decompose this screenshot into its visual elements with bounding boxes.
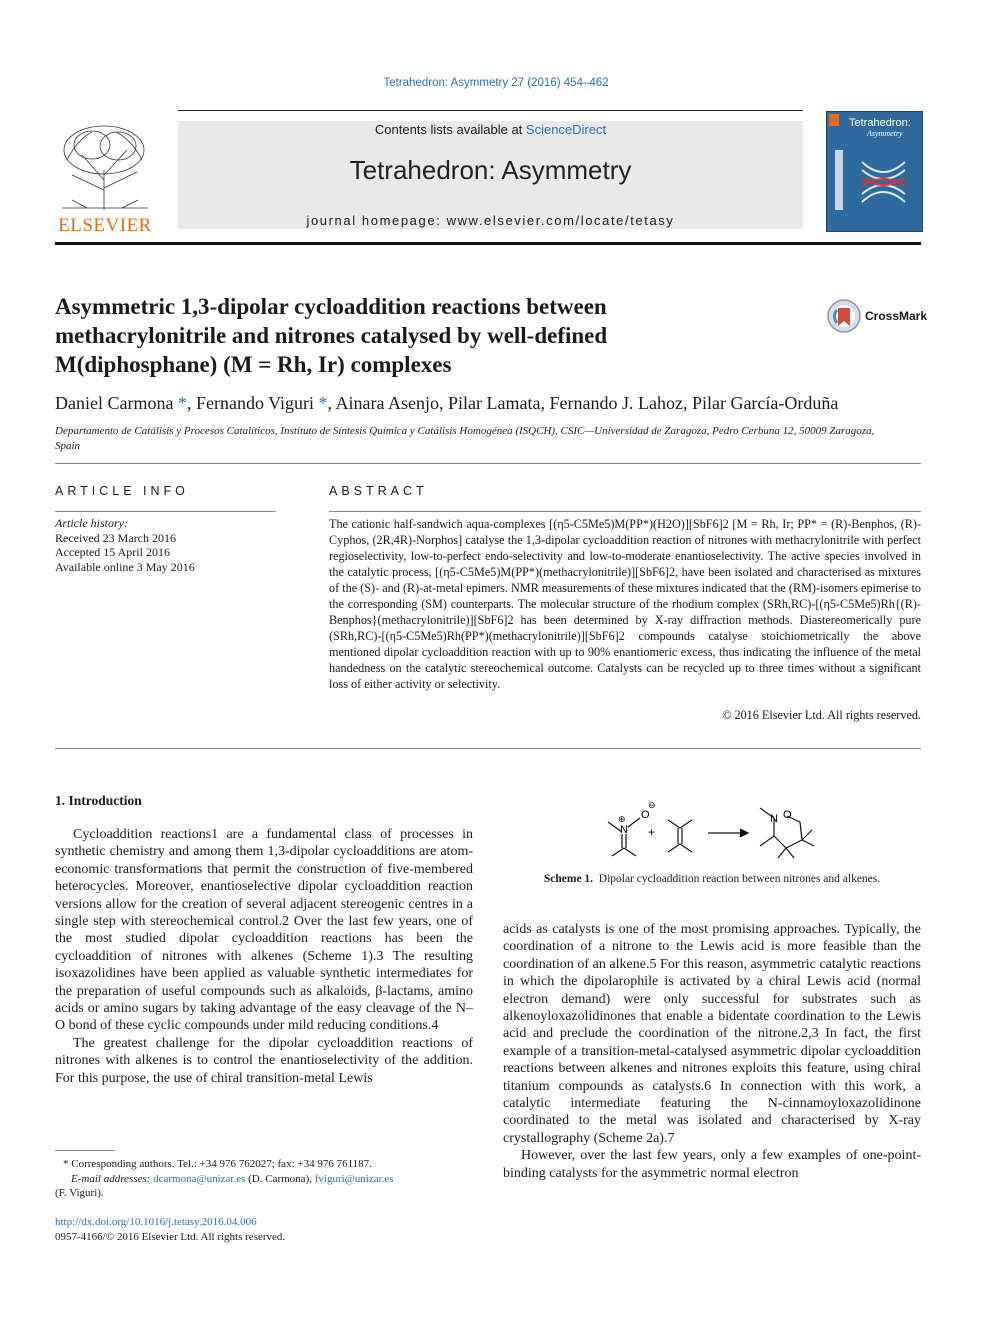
scheme-plus: + xyxy=(648,825,656,839)
journal-citation[interactable]: Tetrahedron: Asymmetry 27 (2016) 454–462 xyxy=(383,77,609,89)
abstract-bottom-rule xyxy=(55,748,921,749)
section-heading: 1. Introduction xyxy=(55,793,142,808)
email-viguri[interactable]: fviguri@unizar.es xyxy=(314,1172,394,1185)
accepted-date: Accepted 15 April 2016 xyxy=(55,545,170,559)
article-title: Asymmetric 1,3-dipolar cycloaddition reactions between methacrylonitrile and nitrones catalysed by well-defined M(diphosphane) (M = Rh, Ir) complexes xyxy=(55,294,608,377)
scheme-caption-text: Dipolar cycloaddition reaction between nitrones and alkenes. xyxy=(598,873,881,885)
abstract-rule xyxy=(329,511,921,512)
header-top-rule xyxy=(178,110,803,111)
publisher-name: ELSEVIER xyxy=(58,215,152,236)
left-column xyxy=(55,826,473,1087)
cover-title: Tetrahedron: xyxy=(849,117,911,129)
nitrone-o-label: O xyxy=(641,809,650,821)
article-info-rule xyxy=(55,511,276,512)
journal-homepage[interactable]: journal homepage: www.elsevier.com/locate/tetasy xyxy=(306,213,675,228)
abstract-text: The cationic half-sandwich aqua-complexes [(η5-C5Me5)M(PP*)(H2O)][SbF6]2 [M = Rh, Ir; PP* = (R)-Benphos, (R)-Cyphos, (2R,4R)-Norphos] catalyse the 1,3-dipolar cycloaddition reaction of nitrones with methacrylonitrile with perfect regioselectivity, low-to-perfect endo-selectivity and low-to-moderate enantioselectivity. The active species involved in the catalytic process, [(η5-C5Me5)M(PP*)(methacrylonitrile)][SbF6]2, have been isolated and characterised as mixtures of the (S)- and (R)-at-metal epimers. NMR measurements of these mixtures indicated that the (RM)-isomers epimerise to the corresponding (SM) counterparts. The molecular structure of the rhodium complex (SRh,RC)-[(η5-C5Me5)Rh{(R)-Benphos}(methacrylonitrile)][SbF6]2 has been determined by X-ray diffraction methods. Diastereomerically pure (SRh,RC)-[(η5-C5Me5)Rh(PP*)(methacrylonitrile)][SbF6]2 compounds catalyse stoichiometrically the above mentioned dipolar cycloaddition reaction with up to 90% enantiomeric excess, thus indicating the influence of the metal handedness on the catalytic stereochemical outcome. Catalysts can be recycled up to three times without a significant loss of either activity or selectivity. xyxy=(329,517,921,691)
scheme-1-graphic xyxy=(590,796,830,862)
cover-subtitle: Asymmetry xyxy=(867,129,903,138)
intro-paragraph-3: acids as catalysts is one of the most promising approaches. Typically, the coordination of a nitrone to the Lewis acid is more feasible than the coordination of an alkene.5 For this reason, asymmetric catalytic reactions in which the dipolarophile is activated by a chiral Lewis acid (normal electron demand) were only successful for substrates such as alkenoyloxazolidinones that enable a bidentate coordination to the Lewis acid and preclude the coordination of the nitrone.2,3 In fact, the first example of a transition-metal-catalysed asymmetric dipolar cycloaddition reactions between alkenes and nitrones exploits this feature, using chiral titanium compounds as catalysts.6 In connection with this work, a catalytic intermediate featuring the N-cinnamoyloxazolidinone coordinated to the metal was isolated and characterised by X-ray crystallography (Scheme 2a).7 xyxy=(503,922,921,1146)
email-footnote xyxy=(55,1172,473,1187)
affiliation: Departamento de Catálisis y Procesos Catalíticos, Instituto de Síntesis Química y Catálisis Homogénea (ISQCH), CSIC—Universidad de Zaragoza, Pedro Cerbuna 12, 50009 Zaragoza, Spain xyxy=(55,425,875,452)
nitrone-o-charge: ⊖ xyxy=(648,801,656,811)
journal-title: Tetrahedron: Asymmetry xyxy=(349,155,632,185)
ring-o-label: O xyxy=(783,809,792,821)
intro-paragraph-4: However, over the last few years, only a few examples of one-point-binding catalysts for the asymmetric normal electron xyxy=(503,1148,921,1181)
corresponding-mark[interactable]: * xyxy=(318,393,328,413)
ring-n-label: N xyxy=(770,813,778,825)
cycloaddition-scheme-icon xyxy=(590,796,830,862)
email-viguri-owner: (F. Viguri). xyxy=(55,1187,104,1199)
crossmark-icon xyxy=(826,298,862,334)
online-date: Available online 3 May 2016 xyxy=(55,559,195,574)
email-carmona-owner: (D. Carmona), xyxy=(248,1172,312,1185)
nitrone-n-label: N xyxy=(620,824,628,836)
email-label: E-mail addresses: xyxy=(71,1172,151,1185)
issn-line: 0957-4166/© 2016 Elsevier Ltd. All rights reserved. xyxy=(55,1231,286,1243)
footnotes xyxy=(55,1157,473,1201)
article-info-heading: ARTICLE INFO xyxy=(55,484,189,498)
received-date: Received 23 March 2016 xyxy=(55,530,176,545)
right-column xyxy=(503,921,921,1182)
abstract-heading: ABSTRACT xyxy=(329,484,428,498)
cover-small-logo xyxy=(829,114,839,126)
author-list xyxy=(55,393,838,414)
corresponding-mark[interactable]: * xyxy=(177,393,187,413)
affil-rule xyxy=(55,463,921,464)
nitrone-n-charge: ⊕ xyxy=(618,815,626,825)
author-text: , Fernando Viguri xyxy=(186,393,319,413)
email-carmona[interactable]: dcarmona@unizar.es xyxy=(153,1172,246,1185)
copyright: © 2016 Elsevier Ltd. All rights reserved. xyxy=(722,708,921,722)
intro-paragraph-1: Cycloaddition reactions1 are a fundamental class of processes in synthetic chemistry and among them 1,3-dipolar cycloadditions are atom-economic transformations that permit the construction of five-membered heterocycles. Moreover, enantioselective dipolar cycloaddition reaction versions allow for the creation of several adjacent stereogenic centres in a single step with stereochemical control.2 Over the last few years, one of the most studied dipolar cycloaddition reactions has been the cycloaddition of nitrones with alkenes (Scheme 1).3 The resulting isoxazolidines have been applied as valuable synthetic intermediates for the preparation of useful compounds such as alkaloids, β-lactams, amino acids or amino sugars by taking advantage of the easy cleavage of the N–O bond of these cyclic compounds under mild reducing conditions.4 xyxy=(55,827,473,1034)
history-label: Article history: xyxy=(55,516,128,530)
scheme-label: Scheme 1. xyxy=(543,873,594,885)
sciencedirect-link[interactable]: ScienceDirect xyxy=(525,122,607,137)
elsevier-tree-icon xyxy=(52,120,158,212)
crossmark-label: CrossMark xyxy=(865,309,928,323)
footnote-rule xyxy=(55,1150,115,1151)
crossmark-badge[interactable] xyxy=(826,298,926,334)
intro-paragraph-2: The greatest challenge for the dipolar cycloaddition reactions of nitrones with alkenes is to control the enantioselectivity of the addition. For this purpose, the use of chiral transition-metal Lewis xyxy=(55,1035,473,1086)
header-bottom-rule xyxy=(55,242,921,245)
article-history xyxy=(55,516,276,574)
author-text: Daniel Carmona xyxy=(55,393,178,413)
contents-prefix: Contents lists available at xyxy=(374,122,526,137)
doi-link[interactable]: http://dx.doi.org/10.1016/j.tetasy.2016.04.006 xyxy=(55,1216,257,1228)
contents-availability xyxy=(178,122,803,137)
scheme-caption xyxy=(503,873,921,885)
corresponding-footnote: * Corresponding authors. Tel.: +34 976 762027; fax: +34 976 761187. xyxy=(63,1158,372,1170)
journal-cover xyxy=(826,111,923,232)
cover-graphic-icon xyxy=(827,142,920,222)
elsevier-logo xyxy=(52,120,158,236)
author-text: , Ainara Asenjo, Pilar Lamata, Fernando J. Lahoz, Pilar García-Orduña xyxy=(327,393,839,413)
